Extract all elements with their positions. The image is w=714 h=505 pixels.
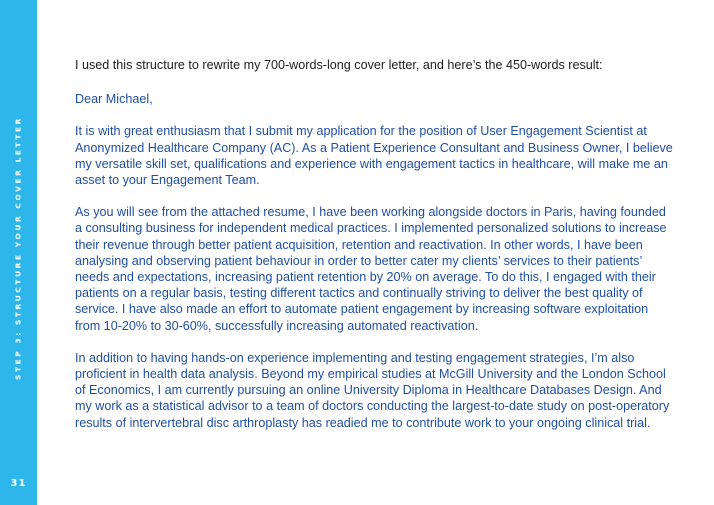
intro-text: I used this structure to rewrite my 700-words-long cover letter, and here’s the 450-words result: <box>75 58 603 72</box>
letter-paragraph-2: As you will see from the attached resume, I have been working alongside doctors in Paris, having founded a consulting business for independent medical practices. I implemented personalized solutions to increase their revenue through better patient acquisition, retention and reactivation. In other words, I have been analysing and observing patient behaviour in order to better cater my clients’ services to their patients’ needs and expectations, increasing patient retention by 20% on average. To do this, I engaged with their patients on a regular basis, testing different tactics and continually striving to deliver the best quality of service. I have also made an effort to automate patient engagement by increasing software exploitation from 10-20% to 30-60%, successfully increasing automated reactivation. <box>75 205 667 333</box>
cover-letter <box>75 91 675 431</box>
letter-paragraph-3: In addition to having hands-on experience implementing and testing engagement strategies, I’m also proficient in health data analysis. Beyond my empirical studies at McGill University and the London School of Economics, I am currently pursuing an online University Diploma in Healthcare Databases Design. And my work as a statistical advisor to a team of doctors conducting the largest-to-date study on post-operatory results of intervertebral disc arthroplasty has readied me to contribute work to your ongoing clinical trial. <box>75 350 670 430</box>
page-number: 31 <box>10 478 27 489</box>
section-label: STEP 3: STRUCTURE YOUR COVER LETTER <box>13 116 23 380</box>
main-content <box>75 57 675 447</box>
letter-paragraph-1: It is with great enthusiasm that I submit my application for the position of User Engagement Scientist at Anonymized Healthcare Company (AC). As a Patient Experience Consultant and Business Owner, I believe my versatile skill set, qualifications and experience with engagement tactics in healthcare, will make me an asset to your Engagement Team. <box>75 124 673 188</box>
sidebar <box>0 0 37 505</box>
letter-salutation: Dear Michael, <box>75 92 153 107</box>
